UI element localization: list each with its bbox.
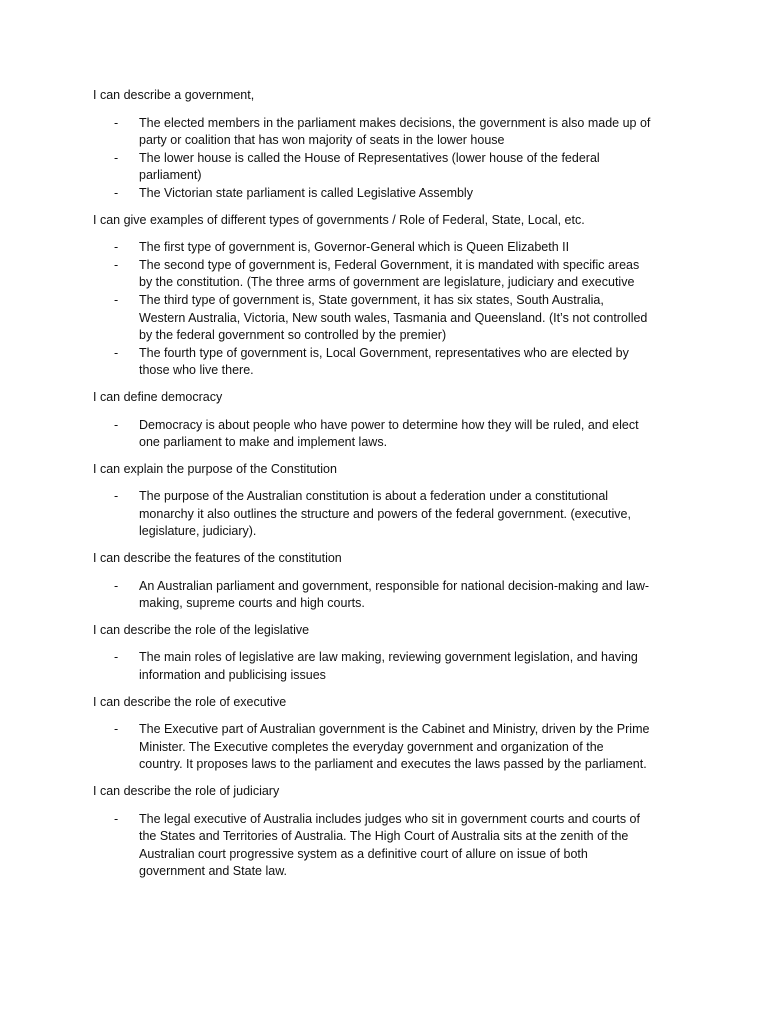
list-item xyxy=(93,578,678,613)
document-section xyxy=(93,87,678,203)
list-item xyxy=(93,239,678,257)
list-item xyxy=(93,811,678,881)
list-item-text-line: making, supreme courts and high courts. xyxy=(139,596,365,611)
list-item xyxy=(93,150,678,185)
section-heading: I can define democracy xyxy=(93,389,223,404)
section-heading: I can explain the purpose of the Constitution xyxy=(93,461,337,476)
dash-bullet-icon: - xyxy=(114,150,119,165)
list-item xyxy=(93,257,678,292)
list-item xyxy=(93,185,678,203)
dash-bullet-icon: - xyxy=(114,722,119,737)
list-item-text-line: those who live there. xyxy=(139,363,254,378)
section-heading: I can describe the role of judiciary xyxy=(93,784,280,798)
dash-bullet-icon: - xyxy=(114,240,119,255)
document-section xyxy=(93,389,678,452)
dash-bullet-icon: - xyxy=(114,185,119,200)
list-item-text-line: The main roles of legislative are law making, reviewing government legislation, and having xyxy=(139,650,638,665)
list-item-text-line: country. It proposes laws to the parliament and executes the laws passed by the parliament. xyxy=(139,757,647,772)
bullet-list xyxy=(93,649,678,684)
list-item-text-line: government and State law. xyxy=(139,864,288,879)
list-item-text-line: The fourth type of government is, Local Government, representatives who are elected by xyxy=(139,345,629,360)
list-item-text-line: The second type of government is, Federal Government, it is mandated with specific areas xyxy=(139,257,640,272)
document-section xyxy=(93,212,678,380)
list-item xyxy=(93,292,678,345)
list-item-text-line: An Australian parliament and government, responsible for national decision-making and law- xyxy=(139,578,650,593)
section-heading: I can describe a government, xyxy=(93,88,255,102)
bullet-list xyxy=(93,578,678,613)
list-item-text-line: parliament) xyxy=(139,168,202,183)
dash-bullet-icon: - xyxy=(114,811,119,826)
bullet-list xyxy=(93,115,678,203)
bullet-list xyxy=(93,811,678,881)
list-item-text-line: The lower house is called the House of Representatives (lower house of the federal xyxy=(139,150,600,165)
dash-bullet-icon: - xyxy=(114,578,119,593)
list-item-text-line: legislature, judiciary). xyxy=(139,524,257,539)
dash-bullet-icon: - xyxy=(114,292,119,307)
section-heading: I can describe the role of executive xyxy=(93,694,287,709)
list-item-text-line: party or coalition that has won majority of seats in the lower house xyxy=(139,133,505,148)
list-item xyxy=(93,115,678,150)
list-item-text-line: The elected members in the parliament makes decisions, the government is also made up of xyxy=(139,115,651,130)
bullet-list xyxy=(93,721,678,774)
list-item-text-line: The third type of government is, State government, it has six states, South Australia, xyxy=(139,292,604,307)
document-section xyxy=(93,461,678,541)
section-heading: I can describe the role of the legislative xyxy=(93,622,310,637)
list-item-text-line: Minister. The Executive completes the everyday government and organization of the xyxy=(139,739,604,754)
list-item-text-line: information and publicising issues xyxy=(139,668,326,683)
list-item-text-line: The Victorian state parliament is called Legislative Assembly xyxy=(139,185,473,200)
list-item-text-line: The Executive part of Australian government is the Cabinet and Ministry, driven by the Prime xyxy=(139,722,650,737)
list-item-text-line: Western Australia, Victoria, New south wales, Tasmania and Queensland. (It’s not controlled xyxy=(139,310,648,325)
section-heading: I can describe the features of the constitution xyxy=(93,551,342,566)
list-item-text-line: The legal executive of Australia includes judges who sit in government courts and courts of xyxy=(139,811,640,826)
bullet-list xyxy=(93,417,678,452)
dash-bullet-icon: - xyxy=(114,115,119,130)
list-item-text-line: one parliament to make and implement laws. xyxy=(139,435,388,450)
list-item-text-line: The purpose of the Australian constitution is about a federation under a constitutional xyxy=(139,489,609,504)
dash-bullet-icon: - xyxy=(114,345,119,360)
list-item xyxy=(93,721,678,774)
dash-bullet-icon: - xyxy=(114,489,119,504)
list-item xyxy=(93,649,678,684)
bullet-list xyxy=(93,488,678,541)
list-item xyxy=(93,345,678,380)
document-section xyxy=(93,550,678,613)
list-item xyxy=(93,488,678,541)
list-item-text-line: by the constitution. (The three arms of government are legislature, judiciary and executive xyxy=(139,275,635,290)
dash-bullet-icon: - xyxy=(114,417,119,432)
document-section xyxy=(93,783,678,881)
list-item-text-line: Democracy is about people who have power to determine how they will be ruled, and elect xyxy=(139,417,639,432)
list-item xyxy=(93,417,678,452)
section-heading: I can give examples of different types of governments / Role of Federal, State, Local, etc. xyxy=(93,212,585,227)
list-item-text-line: the States and Territories of Australia. The High Court of Australia sits at the zenith of the xyxy=(139,829,629,844)
document-section xyxy=(93,622,678,685)
dash-bullet-icon: - xyxy=(114,257,119,272)
bullet-list xyxy=(93,239,678,380)
document-section xyxy=(93,694,678,774)
dash-bullet-icon: - xyxy=(114,650,119,665)
list-item-text-line: Australian court progressive system as a definitive court of allure on issue of both xyxy=(139,846,588,861)
list-item-text-line: The first type of government is, Governor-General which is Queen Elizabeth II xyxy=(139,240,570,255)
list-item-text-line: by the federal government so controlled by the premier) xyxy=(139,328,447,343)
list-item-text-line: monarchy it also outlines the structure and powers of the federal government. (executive, xyxy=(139,506,631,521)
